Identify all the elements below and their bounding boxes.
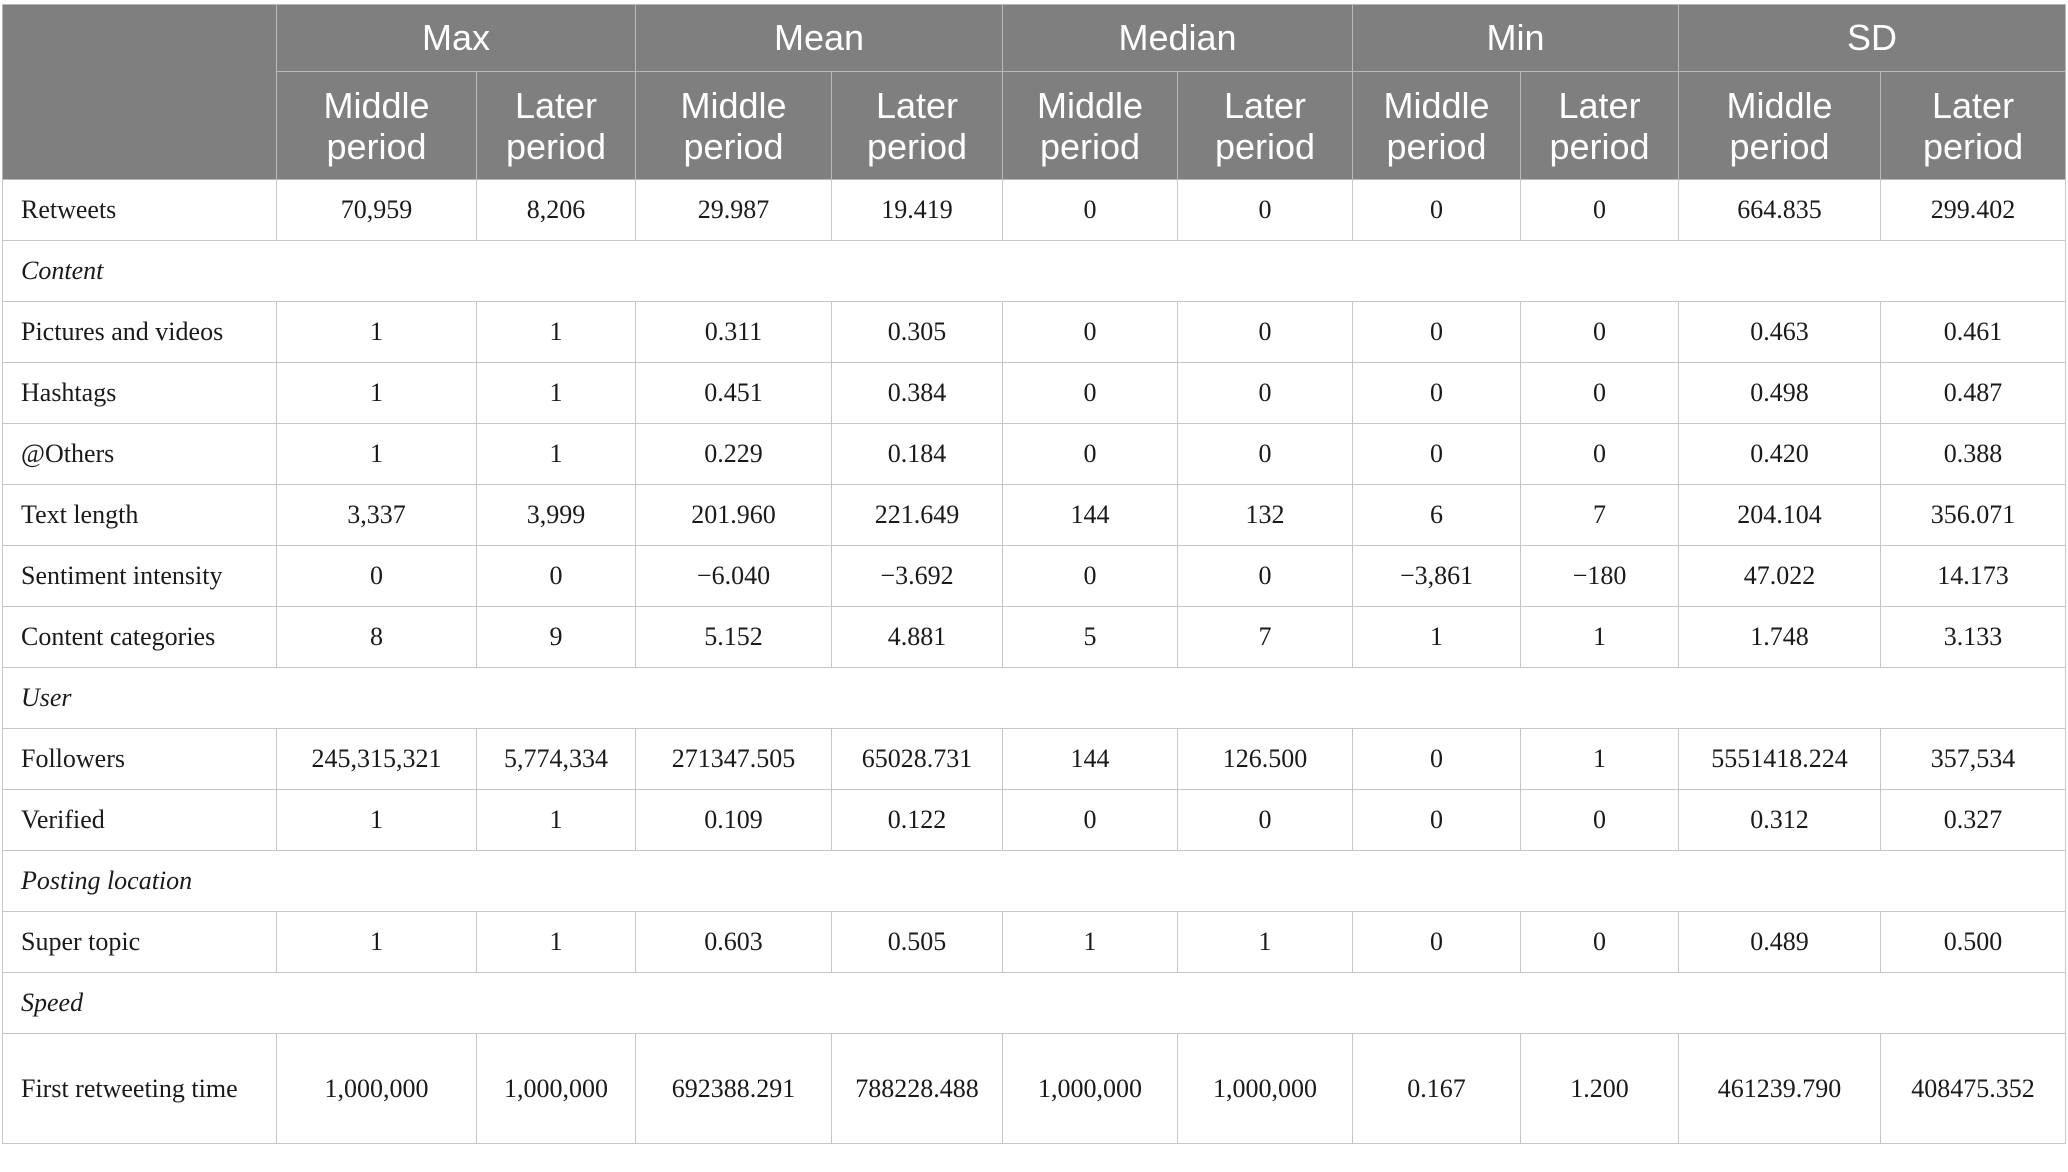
table-cell: 7 [1178, 607, 1353, 668]
header-corner-cell [3, 5, 277, 180]
table-row [3, 302, 2066, 363]
table-cell: 0 [1521, 180, 1679, 241]
table-cell: 1 [277, 363, 477, 424]
table-cell: 408475.352 [1881, 1034, 2066, 1144]
table-cell: 0 [1003, 302, 1178, 363]
table-row [3, 912, 2066, 973]
table-cell: 8,206 [477, 180, 636, 241]
table-cell: 5.152 [636, 607, 832, 668]
table-cell: 0 [1521, 790, 1679, 851]
table-cell: 204.104 [1679, 485, 1881, 546]
table-cell: 5,774,334 [477, 729, 636, 790]
header-period-cell: Middle period [1003, 72, 1178, 180]
table-cell: 3,337 [277, 485, 477, 546]
table-cell: 0 [1521, 302, 1679, 363]
table-cell: 19.419 [832, 180, 1003, 241]
table-cell: −6.040 [636, 546, 832, 607]
table-cell: 0 [1521, 912, 1679, 973]
table-row [3, 546, 2066, 607]
header-period-cell: Later period [1521, 72, 1679, 180]
table-cell: 0.109 [636, 790, 832, 851]
header-period-cell: Middle period [1679, 72, 1881, 180]
table-cell: 4.881 [832, 607, 1003, 668]
table-cell: 14.173 [1881, 546, 2066, 607]
section-row [3, 851, 2066, 912]
table-cell: 0.463 [1679, 302, 1881, 363]
section-label: User [3, 668, 2066, 729]
table-row [3, 1034, 2066, 1144]
row-label: Retweets [3, 180, 277, 241]
row-label: First retweeting time [3, 1034, 277, 1144]
header-period-cell: Later period [1178, 72, 1353, 180]
table-cell: 1 [1521, 729, 1679, 790]
table-cell: 1 [1521, 607, 1679, 668]
table-cell: 1 [277, 912, 477, 973]
table-cell: 1 [1003, 912, 1178, 973]
table-cell: 0 [477, 546, 636, 607]
table-cell: 221.649 [832, 485, 1003, 546]
header-period-cell: Middle period [636, 72, 832, 180]
table-cell: 0 [1521, 424, 1679, 485]
table-cell: 5 [1003, 607, 1178, 668]
table-cell: 0 [1521, 363, 1679, 424]
row-label: Super topic [3, 912, 277, 973]
row-label: Followers [3, 729, 277, 790]
table-cell: 1 [477, 912, 636, 973]
table-cell: 356.071 [1881, 485, 2066, 546]
table-cell: 0 [1353, 424, 1521, 485]
table-cell: 0.489 [1679, 912, 1881, 973]
table-cell: 201.960 [636, 485, 832, 546]
table-cell: 245,315,321 [277, 729, 477, 790]
section-label: Posting location [3, 851, 2066, 912]
table-cell: 3.133 [1881, 607, 2066, 668]
table-cell: 1,000,000 [277, 1034, 477, 1144]
table-cell: 0 [1003, 363, 1178, 424]
table-cell: 0.305 [832, 302, 1003, 363]
table-cell: 0.461 [1881, 302, 2066, 363]
table-cell: 1 [477, 363, 636, 424]
header-period-cell: Later period [477, 72, 636, 180]
table-cell: 126.500 [1178, 729, 1353, 790]
table-cell: 1 [1178, 912, 1353, 973]
table-cell: 788228.488 [832, 1034, 1003, 1144]
row-label: Content categories [3, 607, 277, 668]
table-cell: 0 [277, 546, 477, 607]
table-cell: 664.835 [1679, 180, 1881, 241]
section-label: Speed [3, 973, 2066, 1034]
table-cell: −3.692 [832, 546, 1003, 607]
table-cell: 0.167 [1353, 1034, 1521, 1144]
section-row [3, 241, 2066, 302]
table-cell: 0.451 [636, 363, 832, 424]
table-row [3, 790, 2066, 851]
table-row [3, 424, 2066, 485]
table-cell: 3,999 [477, 485, 636, 546]
table-cell: 0 [1003, 180, 1178, 241]
header-period-cell: Later period [1881, 72, 2066, 180]
table-cell: 0 [1003, 546, 1178, 607]
table-cell: 1 [277, 302, 477, 363]
table-cell: 144 [1003, 485, 1178, 546]
table-header [3, 5, 2066, 180]
table-cell: 271347.505 [636, 729, 832, 790]
table-cell: 8 [277, 607, 477, 668]
table-cell: 0 [1178, 180, 1353, 241]
table-cell: 0.311 [636, 302, 832, 363]
table-row [3, 180, 2066, 241]
row-label: @Others [3, 424, 277, 485]
table-cell: 0 [1178, 790, 1353, 851]
header-group-median: Median [1003, 5, 1353, 72]
table-cell: 0.505 [832, 912, 1003, 973]
table-cell: 1,000,000 [1003, 1034, 1178, 1144]
table-cell: 0.184 [832, 424, 1003, 485]
table-cell: 0 [1178, 546, 1353, 607]
table-cell: 0 [1178, 424, 1353, 485]
row-label: Sentiment intensity [3, 546, 277, 607]
table-cell: 461239.790 [1679, 1034, 1881, 1144]
table-cell: 0.327 [1881, 790, 2066, 851]
table-row [3, 485, 2066, 546]
table-cell: 70,959 [277, 180, 477, 241]
table-cell: 5551418.224 [1679, 729, 1881, 790]
table-cell: 1 [477, 424, 636, 485]
table-cell: 1 [477, 790, 636, 851]
table-cell: 0.312 [1679, 790, 1881, 851]
table-cell: 0.122 [832, 790, 1003, 851]
table-cell: 65028.731 [832, 729, 1003, 790]
table-cell: 1,000,000 [1178, 1034, 1353, 1144]
section-label: Content [3, 241, 2066, 302]
table-cell: 7 [1521, 485, 1679, 546]
table-cell: 1 [277, 790, 477, 851]
table-cell: −180 [1521, 546, 1679, 607]
table-cell: 1,000,000 [477, 1034, 636, 1144]
header-period-cell: Middle period [1353, 72, 1521, 180]
table-cell: 0.384 [832, 363, 1003, 424]
table-body [3, 180, 2066, 1144]
table-cell: 47.022 [1679, 546, 1881, 607]
section-row [3, 973, 2066, 1034]
table-cell: 1.200 [1521, 1034, 1679, 1144]
section-row [3, 668, 2066, 729]
header-period-cell: Later period [832, 72, 1003, 180]
header-group-max: Max [277, 5, 636, 72]
table-cell: 299.402 [1881, 180, 2066, 241]
table-cell: 0 [1353, 363, 1521, 424]
table-cell: 0 [1003, 424, 1178, 485]
table-cell: 0.487 [1881, 363, 2066, 424]
table-cell: 1 [477, 302, 636, 363]
header-row-groups [3, 5, 2066, 72]
row-label: Pictures and videos [3, 302, 277, 363]
row-label: Verified [3, 790, 277, 851]
descriptive-statistics-table [2, 4, 2066, 1144]
table-cell: 1 [277, 424, 477, 485]
table-cell: 0 [1353, 302, 1521, 363]
row-label: Text length [3, 485, 277, 546]
row-label: Hashtags [3, 363, 277, 424]
header-group-sd: SD [1679, 5, 2066, 72]
header-group-min: Min [1353, 5, 1679, 72]
table-cell: 1.748 [1679, 607, 1881, 668]
table-cell: 0 [1353, 790, 1521, 851]
table-cell: 0.420 [1679, 424, 1881, 485]
table-cell: 357,534 [1881, 729, 2066, 790]
table-cell: 0 [1178, 363, 1353, 424]
header-group-mean: Mean [636, 5, 1003, 72]
table-cell: 29.987 [636, 180, 832, 241]
table-row [3, 363, 2066, 424]
table-cell: 1 [1353, 607, 1521, 668]
header-period-cell: Middle period [277, 72, 477, 180]
table-row [3, 607, 2066, 668]
table-cell: 0.388 [1881, 424, 2066, 485]
table-cell: 0.500 [1881, 912, 2066, 973]
statistics-table-container [2, 4, 2066, 1144]
table-cell: 0.603 [636, 912, 832, 973]
table-cell: 6 [1353, 485, 1521, 546]
table-cell: 0.498 [1679, 363, 1881, 424]
table-cell: 132 [1178, 485, 1353, 546]
table-cell: 0 [1178, 302, 1353, 363]
table-cell: −3,861 [1353, 546, 1521, 607]
table-cell: 692388.291 [636, 1034, 832, 1144]
table-cell: 0 [1003, 790, 1178, 851]
table-cell: 0 [1353, 180, 1521, 241]
table-cell: 0 [1353, 729, 1521, 790]
table-row [3, 729, 2066, 790]
header-row-periods [3, 72, 2066, 180]
table-cell: 0.229 [636, 424, 832, 485]
table-cell: 0 [1353, 912, 1521, 973]
table-cell: 144 [1003, 729, 1178, 790]
table-cell: 9 [477, 607, 636, 668]
